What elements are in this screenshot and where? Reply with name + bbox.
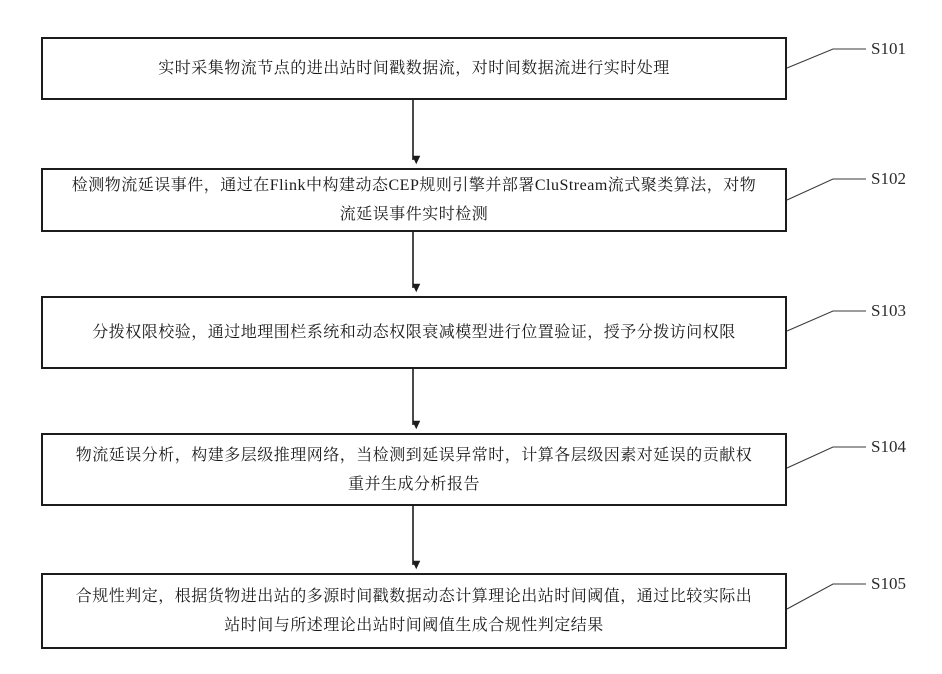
label-leader-lines (787, 49, 866, 609)
flow-step-box-s102 (41, 168, 787, 232)
flow-step-box-s105 (41, 573, 787, 649)
flow-step-box-s101 (41, 37, 787, 100)
flow-step-text-s104: 物流延误分析，构建多层级推理网络，当检测到延误异常时，计算各层级因素对延误的贡献权重并生成分析报告 (75, 446, 753, 493)
flow-step-box-s104 (41, 433, 787, 506)
step-label-s102: S102 (871, 169, 906, 188)
step-label-s103: S103 (871, 301, 906, 320)
step-label-s105: S105 (871, 574, 906, 593)
flow-step-text-s105: 合规性判定，根据货物进出站的多源时间戳数据动态计算理论出站时间阈值，通过比较实际出站时间与所述理论出站时间阈值生成合规性判定结果 (75, 588, 753, 634)
flow-step-text-s101: 实时采集物流节点的进出站时间戳数据流，对时间数据流进行实时处理 (158, 60, 670, 77)
flow-step-text-s103: 分拨权限校验，通过地理围栏系统和动态权限衰减模型进行位置验证，授予分拨访问权限 (92, 324, 736, 341)
flow-step-box-s103 (41, 296, 787, 369)
step-label-s101: S101 (871, 39, 906, 58)
step-label-s104: S104 (871, 437, 906, 456)
flow-step-text-s102: 检测物流延误事件，通过在Flink中构建动态CEP规则引擎并部署CluStream流式聚类算法，对物流延误事件实时检测 (71, 177, 757, 223)
